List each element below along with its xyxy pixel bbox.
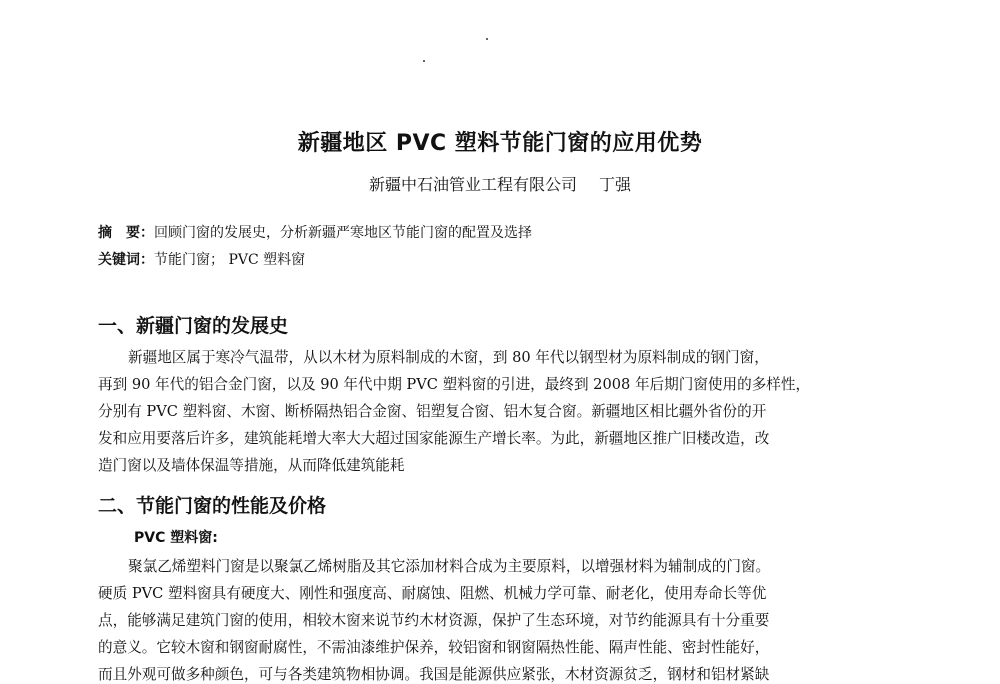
paragraph-line: 分别有 PVC 塑料窗、木窗、断桥隔热铝合金窗、铝塑复合窗、铝木复合窗。新疆地区相比疆外省份的开 bbox=[98, 403, 767, 420]
scan-speck bbox=[486, 38, 488, 40]
paragraph-line: 造门窗以及墙体保温等措施，从而降低建筑能耗 bbox=[98, 457, 405, 474]
section-paragraph bbox=[98, 344, 926, 479]
keywords-text: 节能门窗； PVC 塑料窗 bbox=[154, 252, 306, 268]
paragraph-line: 聚氯乙烯塑料门窗是以聚氯乙烯树脂及其它添加材料合成为主要原料，以增强材料为辅制成的门窗。 bbox=[128, 558, 771, 575]
paragraph-line: 新疆地区属于寒冷气温带，从以木材为原料制成的木窗，到 80 年代以钢型材为原料制成的钢门窗， bbox=[128, 349, 769, 366]
author-organization: 新疆中石油管业工程有限公司 bbox=[368, 175, 577, 194]
section-paragraph bbox=[98, 553, 926, 684]
author-name: 丁强 bbox=[599, 175, 632, 194]
abstract bbox=[98, 222, 532, 242]
article-title: 新疆地区 PVC 塑料节能门窗的应用优势 bbox=[297, 131, 703, 156]
author-line bbox=[0, 172, 1000, 195]
subsection-heading: PVC 塑料窗: bbox=[134, 530, 218, 546]
abstract-text: 回顾门窗的发展史，分析新疆严寒地区节能门窗的配置及选择 bbox=[154, 225, 532, 241]
paragraph-line: 点，能够满足建筑门窗的使用，相较木窗来说节约木材资源，保护了生态环境，对节约能源具有十分重要 bbox=[98, 612, 770, 629]
paragraph-line: 发和应用要落后许多，建筑能耗增大率大大超过国家能源生产增长率。为此，新疆地区推广旧楼改造，改 bbox=[98, 430, 770, 447]
keywords-label: 关键词： bbox=[98, 252, 154, 268]
scan-speck bbox=[423, 60, 425, 62]
paragraph-line: 再到 90 年代的铝合金门窗，以及 90 年代中期 PVC 塑料窗的引进，最终到 2008 年后期门窗使用的多样性， bbox=[98, 376, 811, 393]
section-heading: 一、新疆门窗的发展史 bbox=[98, 315, 289, 337]
keywords bbox=[98, 249, 305, 269]
paragraph-line: 而且外观可做多种颜色，可与各类建筑物相协调。我国是能源供应紧张，木材资源贫乏，钢材和铝材紧缺 bbox=[98, 666, 770, 683]
abstract-label: 摘 要： bbox=[98, 225, 154, 241]
paragraph-line: 的意义。它较木窗和钢窗耐腐性，不需油漆维护保养，较铝窗和钢窗隔热性能、隔声性能、密封性能好， bbox=[98, 639, 770, 656]
paragraph-line: 硬质 PVC 塑料窗具有硬度大、刚性和强度高、耐腐蚀、阻燃、机械力学可靠、耐老化，使用寿命长等优 bbox=[98, 585, 767, 602]
section-heading: 二、节能门窗的性能及价格 bbox=[98, 495, 327, 517]
